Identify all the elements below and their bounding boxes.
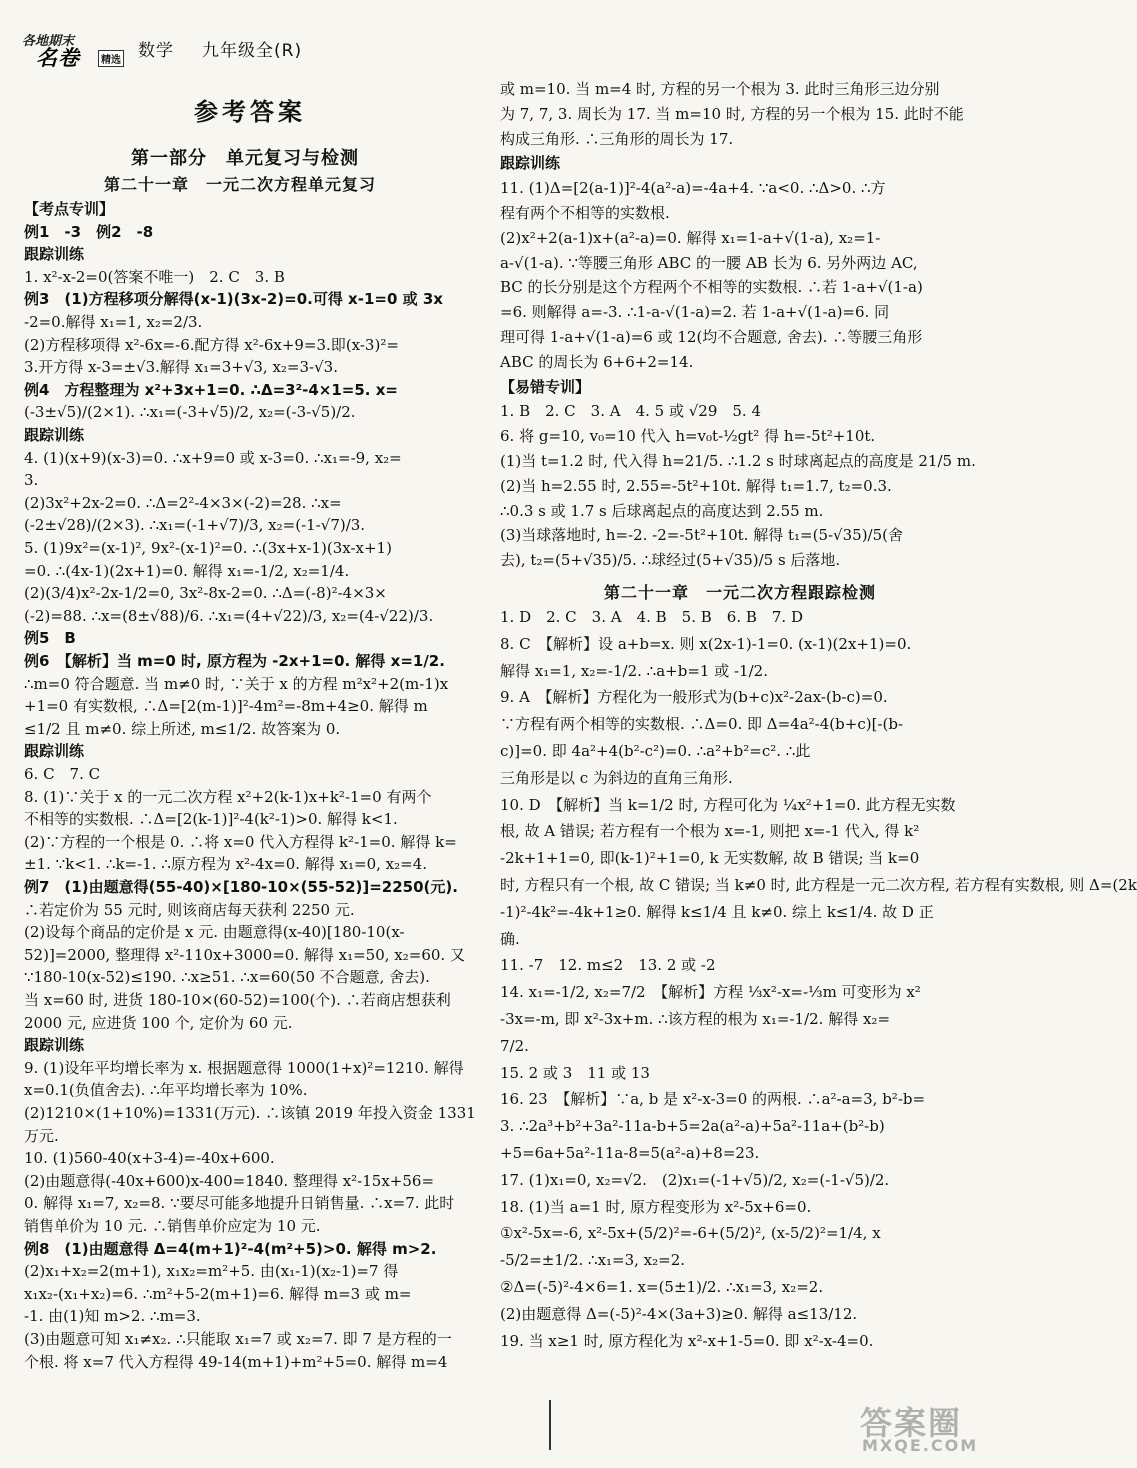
text-line: ±1. ∵k<1. ∴k=-1. ∴原方程为 x²-4x=0. 解得 x₁=0, x₂=4.	[24, 855, 428, 874]
text-line: 6. 将 g=10, v₀=10 代入 h=v₀t-½gt² 得 h=-5t²+10t.	[500, 427, 876, 446]
text-line: 1. x²-x-2=0(答案不唯一) 2. C 3. B	[24, 267, 285, 286]
part-title: 第一部分 单元复习与检测	[131, 148, 359, 169]
text-line: 例8 (1)由题意得 Δ=4(m+1)²-4(m²+5)>0. 解得 m>2.	[24, 1239, 437, 1258]
text-line: 例7 (1)由题意得(55-40)×[180-10×(55-52)]=2250(元).	[24, 878, 458, 896]
text-line: 例3 (1)方程移项分解得(x-1)(3x-2)=0.可得 x-1=0 或 3x	[24, 290, 443, 309]
text-line: ∵方程有两个相等的实数根. ∴Δ=0. 即 Δ=4a²-4(b+c)[-(b-	[500, 715, 904, 734]
text-line: (1)当 t=1.2 时, 代入得 h=21/5. ∴1.2 s 时球离起点的高度是 21/5 m.	[500, 452, 976, 470]
text-line: 跟踪训练	[24, 426, 85, 444]
text-line: 跟踪训练	[24, 742, 85, 761]
text-line: -1)²-4k²=-4k+1≥0. 解得 k≤1/4 且 k≠0. 综上 k≤1/4. 故 D 正	[500, 902, 934, 921]
text-line: 6. C 7. C	[24, 765, 101, 783]
text-line: x=0.1(负值舍去). ∴年平均增长率为 10%.	[24, 1081, 308, 1100]
logo-main-text: 名卷	[36, 45, 80, 70]
text-line: ∵180-10(x-52)≤190. ∴x≥51. ∴x=60(50 不合题意, 舍去).	[24, 968, 430, 987]
text-line: (2)∵方程的一个根是 0. ∴将 x=0 代入方程得 k²-1=0. 解得 k=	[24, 832, 457, 851]
text-line: 解得 x₁=1, x₂=-1/2. ∴a+b=1 或 -1/2.	[500, 661, 768, 680]
text-line: (2)3x²+2x-2=0. ∴Δ=2²-4×3×(-2)=28. ∴x=	[24, 493, 342, 512]
text-line: -2k+1+1=0, 即(k-1)²+1=0, k 无实数解, 故 B 错误; 当 k=0	[500, 849, 920, 868]
text-line: 14. x₁=-1/2, x₂=7/2 【解析】方程 ⅓x²-x=-⅓m 可变形为 x²	[500, 983, 921, 1002]
text-line: 去), t₂=(5+√35)/5. ∴球经过(5+√35)/5 s 后落地.	[500, 551, 841, 570]
text-line: =6. 则解得 a=-3. ∴1-a-√(1-a)=2. 若 1-a+√(1-a)=6. 同	[500, 303, 890, 322]
text-line: ∴m=0 符合题意. 当 m≠0 时, ∵关于 x 的方程 m²x²+2(m-1)x	[24, 674, 449, 693]
text-line: 【考点专训】	[24, 200, 115, 218]
text-line: 万元.	[24, 1126, 59, 1145]
text-line: ②Δ=(-5)²-4×6=1. x=(5±1)/2. ∴x₁=3, x₂=2.	[500, 1278, 824, 1296]
text-line: 2000 元, 应进货 100 个, 定价为 60 元.	[24, 1013, 293, 1032]
text-line: 52)]=2000, 整理得 x²-110x+3000=0. 解得 x₁=50, x₂=60. 又	[24, 945, 465, 964]
text-line: 销售单价为 10 元. ∴销售单价应定为 10 元.	[24, 1217, 321, 1235]
text-line: 3.开方得 x-3=±√3.解得 x₁=3+√3, x₂=3-√3.	[24, 358, 338, 377]
text-line: 4. (1)(x+9)(x-3)=0. ∴x+9=0 或 x-3=0. ∴x₁=-9, x₂=	[24, 448, 402, 467]
text-line: (-2±√28)/(2×3). ∴x₁=(-1+√7)/3, x₂=(-1-√7)/3.	[24, 516, 366, 535]
text-line: (3)由题意可知 x₁≠x₂. ∴只能取 x₁=7 或 x₂=7. 即 7 是方程的一	[24, 1330, 452, 1348]
chapter-title: 第二十一章 一元二次方程单元复习	[103, 175, 376, 194]
text-line: 5. (1)9x²=(x-1)², 9x²-(x-1)²=0. ∴(3x+x-1)(3x-x+1)	[24, 539, 392, 557]
text-line: 8. C 【解析】设 a+b=x. 则 x(2x-1)-1=0. (x-1)(2x+1)=0.	[500, 634, 912, 653]
text-line: 3. ∴2a³+b²+3a²-11a-b+5=2a(a²-a)+5a²-11a+(b²-b)	[500, 1117, 885, 1136]
text-line: 构成三角形. ∴三角形的周长为 17.	[500, 129, 734, 148]
text-line: 15. 2 或 3 11 或 13	[500, 1063, 650, 1082]
text-line: ABC 的周长为 6+6+2=14.	[500, 352, 694, 371]
text-line: (2)x²+2(a-1)x+(a²-a)=0. 解得 x₁=1-a+√(1-a), x₂=1-	[500, 228, 881, 247]
text-line: 【易错专训】	[500, 377, 591, 396]
text-line: =0. ∴(4x-1)(2x+1)=0. 解得 x₁=-1/2, x₂=1/4.	[24, 561, 350, 580]
text-line: 1. D 2. C 3. A 4. B 5. B 6. B 7. D	[500, 608, 803, 626]
watermark-url: MXQE.COM	[862, 1436, 979, 1455]
text-line: 1. B 2. C 3. A 4. 5 或 √29 5. 4	[500, 402, 761, 421]
book-logo	[18, 30, 128, 70]
text-line: c)]=0. 即 4a²+4(b²-c²)=0. ∴a²+b²=c². ∴此	[500, 742, 811, 760]
text-line: 11. (1)Δ=[2(a-1)]²-4(a²-a)=-4a+4. ∵a<0. ∴Δ>0. ∴方	[500, 179, 886, 198]
binding-line	[549, 1400, 551, 1450]
text-line: ①x²-5x=-6, x²-5x+(5/2)²=-6+(5/2)², (x-5/2)²=1/4, x	[500, 1224, 881, 1243]
page-header	[18, 26, 302, 70]
text-line: (2)由题意得(-40x+600)x-400=1840. 整理得 x²-15x+56=	[24, 1171, 435, 1190]
text-line: 17. (1)x₁=0, x₂=√2. (2)x₁=(-1+√5)/2, x₂=(-1-√5)/2.	[500, 1170, 890, 1189]
grade-label: 九年级全(R)	[202, 40, 303, 61]
text-line: 跟踪训练	[500, 154, 561, 173]
text-line: 0. 解得 x₁=7, x₂=8. ∵要尽可能多地提升日销售量. ∴x=7. 此时	[24, 1194, 455, 1213]
text-line: (-3±√5)/(2×1). ∴x₁=(-3+√5)/2, x₂=(-3-√5)/2.	[24, 403, 356, 422]
text-line: (-2)=88. ∴x=(8±√88)/6. ∴x₁=(4+√22)/3, x₂=(4-√22)/3.	[24, 606, 434, 625]
text-line: -5/2=±1/2. ∴x₁=3, x₂=2.	[500, 1251, 686, 1270]
text-line: 跟踪训练	[24, 1036, 85, 1055]
text-line: 7/2.	[500, 1036, 529, 1055]
text-line: 不相等的实数根. ∴Δ=[2(k-1)]²-4(k²-1)>0. 解得 k<1.	[24, 810, 398, 829]
text-line: +1=0 有实数根, ∴Δ=[2(m-1)]²-4m²=-8m+4≥0. 解得 m	[24, 697, 428, 716]
text-line: 三角形是以 c 为斜边的直角三角形.	[500, 768, 733, 787]
text-line: (2)由题意得 Δ=(-5)²-4×(3a+3)≥0. 解得 a≤13/12.	[500, 1304, 858, 1323]
text-line: -2=0.解得 x₁=1, x₂=2/3.	[24, 313, 203, 331]
text-line: 10. (1)560-40(x+3-4)=-40x+600.	[24, 1149, 275, 1168]
text-line: 18. (1)当 a=1 时, 原方程变形为 x²-5x+6=0.	[500, 1197, 812, 1216]
text-line: 理可得 1-a+√(1-a)=6 或 12(均不合题意, 舍去). ∴等腰三角形	[500, 328, 923, 346]
text-line: -1. 由(1)知 m>2. ∴m=3.	[24, 1307, 201, 1326]
text-line: a-√(1-a). ∵等腰三角形 ABC 的一腰 AB 长为 6. 另外两边 AC,	[500, 253, 918, 272]
watermark-logo: 答案圈	[860, 1404, 963, 1442]
text-line: x₁x₂-(x₁+x₂)=6. ∴m²+5-2(m+1)=6. 解得 m=3 或 m=	[24, 1284, 412, 1303]
text-line: (2)方程移项得 x²-6x=-6.配方得 x²-6x+9=3.即(x-3)²=	[24, 335, 399, 354]
text-line: 例6 【解析】当 m=0 时, 原方程为 -2x+1=0. 解得 x=1/2.	[24, 652, 445, 670]
text-line: 19. 当 x≥1 时, 原方程化为 x²-x+1-5=0. 即 x²-x-4=0.	[500, 1331, 874, 1350]
text-line: ≤1/2 且 m≠0. 综上所述, m≤1/2. 故答案为 0.	[24, 719, 341, 738]
page-title: 参考答案	[194, 98, 306, 126]
text-line: 根, 故 A 错误; 若方程有一个根为 x=-1, 则把 x=-1 代入, 得 k²	[500, 822, 920, 841]
text-line: 10. D 【解析】当 k=1/2 时, 方程可化为 ¼x²+1=0. 此方程无实数	[500, 795, 956, 814]
logo-small-text: 精选	[98, 50, 124, 67]
text-line: 例1 -3 例2 -8	[24, 222, 154, 241]
text-line: (2)1210×(1+10%)=1331(万元). ∴该镇 2019 年投入资金 1331	[24, 1104, 476, 1122]
text-line: 例4 方程整理为 x²+3x+1=0. ∴Δ=3²-4×1=5. x=	[24, 380, 398, 399]
logo-top-text: 各地期末	[22, 34, 75, 49]
text-line: 时, 方程只有一个根, 故 C 错误; 当 k≠0 时, 此方程是一元二次方程, 若方程有实数根, 则 Δ=(2k	[500, 876, 1137, 894]
text-line: 确.	[500, 929, 520, 948]
text-line: +5=6a+5a²-11a-8=5(a²-a)+8=23.	[500, 1144, 760, 1162]
text-line: ∴0.3 s 或 1.7 s 后球离起点的高度达到 2.55 m.	[500, 501, 824, 520]
text-line: -3x=-m, 即 x²-3x+m. ∴该方程的根为 x₁=-1/2. 解得 x₂=	[500, 1010, 891, 1028]
text-line: 个根. 将 x=7 代入方程得 49-14(m+1)+m²+5=0. 解得 m=4	[24, 1352, 448, 1371]
text-line: 当 x=60 时, 进货 180-10×(60-52)=100(个). ∴若商店想获利	[24, 991, 451, 1009]
text-line: 例5 B	[24, 629, 76, 648]
watermark	[852, 1398, 992, 1458]
text-line: (2)x₁+x₂=2(m+1), x₁x₂=m²+5. 由(x₁-1)(x₂-1)=7 得	[24, 1262, 399, 1281]
text-line: 16. 23 【解析】∵a, b 是 x²-x-3=0 的两根. ∴a²-a=3, b²-b=	[500, 1090, 926, 1109]
text-line: (3)当球落地时, h=-2. -2=-5t²+10t. 解得 t₁=(5-√35)/5(舍	[500, 526, 904, 545]
text-line: 9. A 【解析】方程化为一般形式为(b+c)x²-2ax-(b-c)=0.	[500, 688, 888, 707]
text-line: 为 7, 7, 3. 周长为 17. 当 m=10 时, 方程的另一个根为 15. 此时不能	[500, 104, 964, 123]
chapter-test-title: 第二十一章 一元二次方程跟踪检测	[603, 583, 876, 602]
text-line: 或 m=10. 当 m=4 时, 方程的另一个根为 3. 此时三角形三边分别	[500, 80, 940, 98]
text-line: 9. (1)设年平均增长率为 x. 根据题意得 1000(1+x)²=1210. 解得	[24, 1058, 464, 1077]
text-line: (2)(3/4)x²-2x-1/2=0, 3x²-8x-2=0. ∴Δ=(-8)²-4×3×	[24, 584, 387, 603]
text-line: 3.	[24, 471, 39, 490]
text-line: (2)设每个商品的定价是 x 元. 由题意得(x-40)[180-10(x-	[24, 923, 405, 942]
subject-label: 数学	[138, 40, 174, 61]
text-line: 程有两个不相等的实数根.	[500, 204, 670, 222]
text-line: 11. -7 12. m≤2 13. 2 或 -2	[500, 956, 716, 975]
text-line: BC 的长分别是这个方程两个不相等的实数根. ∴若 1-a+√(1-a)	[500, 278, 923, 297]
text-line: (2)当 h=2.55 时, 2.55=-5t²+10t. 解得 t₁=1.7, t₂=0.3.	[500, 476, 892, 495]
text-line: 8. (1)∵关于 x 的一元二次方程 x²+2(k-1)x+k²-1=0 有两个	[24, 787, 432, 806]
text-line: 跟踪训练	[24, 245, 85, 264]
text-line: ∴若定价为 55 元时, 则该商店每天获利 2250 元.	[24, 900, 355, 919]
